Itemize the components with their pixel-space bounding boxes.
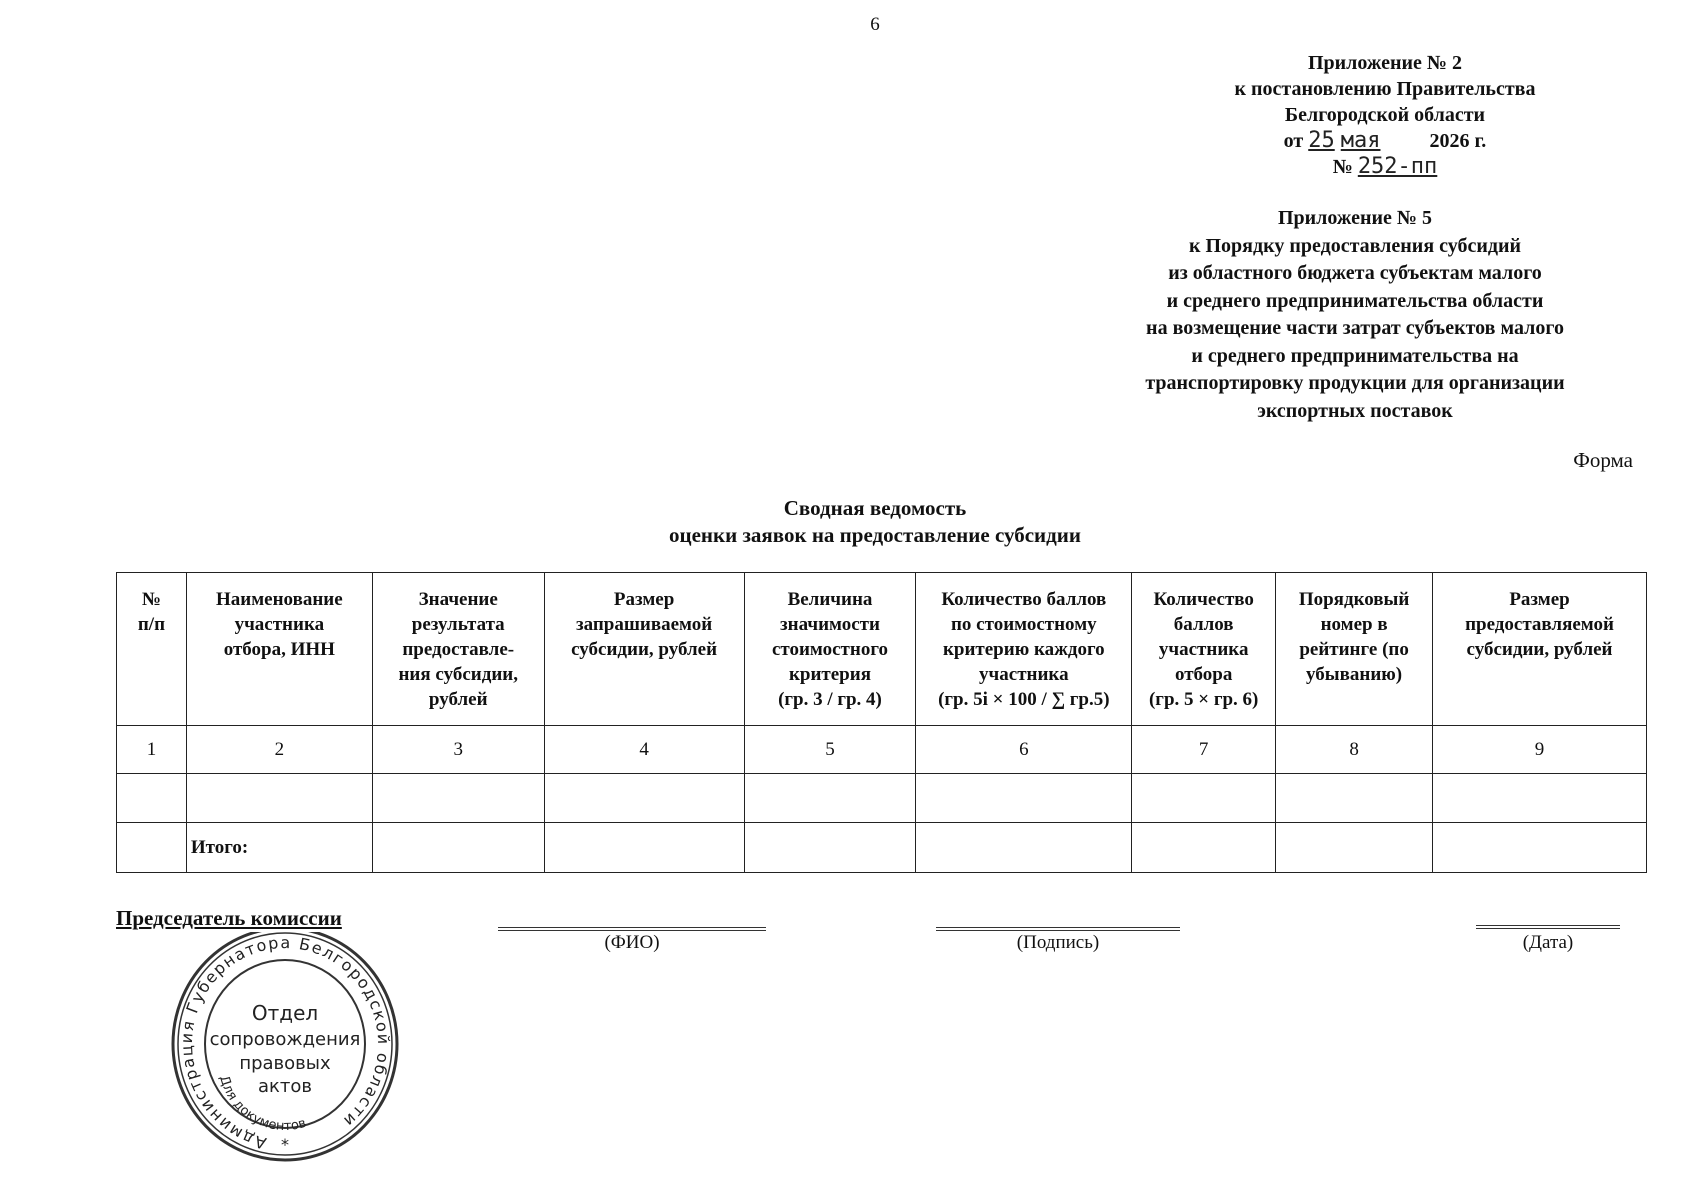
table-cell [744, 823, 916, 873]
date-prefix: от [1283, 130, 1304, 152]
table-cell [1132, 823, 1276, 873]
appendix-5-line: и среднего предпринимательства области [1166, 289, 1544, 312]
header-cell: № п/п [117, 573, 187, 726]
number-prefix: № [1332, 156, 1353, 178]
stamp-center-line: актов [257, 1076, 313, 1097]
stamp-bottom-text: Для документов [216, 1073, 308, 1135]
header-cell: Величина значимости стоимостного критерия (гр. 3 / гр. 4) [744, 573, 916, 726]
table-cell [372, 774, 544, 823]
header-cell: Наименование участника отбора, ИНН [186, 573, 372, 726]
number-value: 252-пп [1357, 154, 1438, 179]
header-cell: Значение результата предоставле- ния субсидии, рублей [372, 573, 544, 726]
column-number: 7 [1132, 726, 1276, 774]
appendix-2-title: Приложение № 2 [1307, 52, 1463, 74]
table-cell [1276, 823, 1433, 873]
signature-label: (Подпись) [1016, 932, 1100, 953]
stamp-star: * [281, 1135, 289, 1154]
header-cell: Количество баллов участника отбора (гр. 5 × гр. 6) [1132, 573, 1276, 726]
column-number: 8 [1276, 726, 1433, 774]
summary-table [116, 572, 1647, 873]
date-month: мая [1340, 128, 1381, 153]
stamp-ring-text: Администрация Губернатора Белгородской области [176, 932, 394, 1153]
department-stamp [170, 932, 400, 1170]
column-number: 6 [916, 726, 1132, 774]
table-row [117, 774, 1647, 823]
document-title [560, 495, 1190, 549]
date-label: (Дата) [1522, 932, 1574, 953]
appendix-5-title: Приложение № 5 [1277, 207, 1433, 229]
table-cell [1433, 774, 1647, 823]
column-number-row [117, 726, 1647, 774]
chair-label: Председатель комиссии [116, 906, 342, 930]
signature-line [936, 927, 1180, 931]
document-title-line2: оценки заявок на предоставление субсидии [669, 523, 1081, 547]
table-cell [916, 823, 1132, 873]
table-cell [1433, 823, 1647, 873]
appendix-2-line2: Белгородской области [1284, 104, 1486, 126]
table-cell [544, 774, 744, 823]
appendix-5-line: экспортных поставок [1257, 399, 1453, 422]
column-number: 5 [744, 726, 916, 774]
column-number: 2 [186, 726, 372, 774]
column-number: 1 [117, 726, 187, 774]
appendix-2-number [1150, 154, 1620, 180]
appendix-2-date [1150, 128, 1620, 154]
total-row [117, 823, 1647, 873]
stamp-center-line: Отдел [251, 1001, 319, 1025]
table-header-row [117, 573, 1647, 726]
table-cell [1132, 774, 1276, 823]
total-label: Итого: [186, 823, 372, 873]
table-cell [372, 823, 544, 873]
appendix-2-header [1150, 50, 1620, 180]
column-number: 3 [372, 726, 544, 774]
table-cell [117, 823, 187, 873]
header-cell: Размер запрашиваемой субсидии, рублей [544, 573, 744, 726]
fio-label: (ФИО) [604, 932, 660, 953]
form-label: Форма [1573, 448, 1633, 472]
column-number: 4 [544, 726, 744, 774]
stamp-graphic [170, 932, 400, 1170]
appendix-5-line: к Порядку предоставления субсидий [1188, 234, 1522, 257]
fio-line [498, 927, 766, 931]
table-cell [1276, 774, 1433, 823]
table-cell [744, 774, 916, 823]
appendix-5-line: транспортировку продукции для организации [1145, 372, 1565, 394]
table-cell [916, 774, 1132, 823]
appendix-5-line: из областного бюджета субъектам малого [1168, 262, 1542, 284]
table-cell [544, 823, 744, 873]
table-cell [186, 774, 372, 823]
date-day: 25 [1308, 128, 1335, 153]
stamp-center-line: правовых [239, 1053, 331, 1074]
table-cell [117, 774, 187, 823]
page-number: 6 [870, 14, 880, 35]
header-cell: Размер предоставляемой субсидии, рублей [1433, 573, 1647, 726]
appendix-2-line1: к постановлению Правительства [1234, 78, 1536, 100]
appendix-5-header [1080, 205, 1630, 425]
appendix-5-line: на возмещение части затрат субъектов малого [1146, 317, 1564, 339]
stamp-center-line: сопровождения [209, 1029, 361, 1050]
header-cell: Порядковый номер в рейтинге (по убыванию) [1276, 573, 1433, 726]
date-line [1476, 925, 1620, 929]
date-year: 2026 г. [1429, 130, 1487, 152]
document-title-line1: Сводная ведомость [783, 496, 967, 520]
column-number: 9 [1433, 726, 1647, 774]
header-cell: Количество баллов по стоимостному критерию каждого участника (гр. 5i × 100 / ∑ гр.5) [916, 573, 1132, 726]
appendix-5-line: и среднего предпринимательства на [1191, 344, 1519, 367]
